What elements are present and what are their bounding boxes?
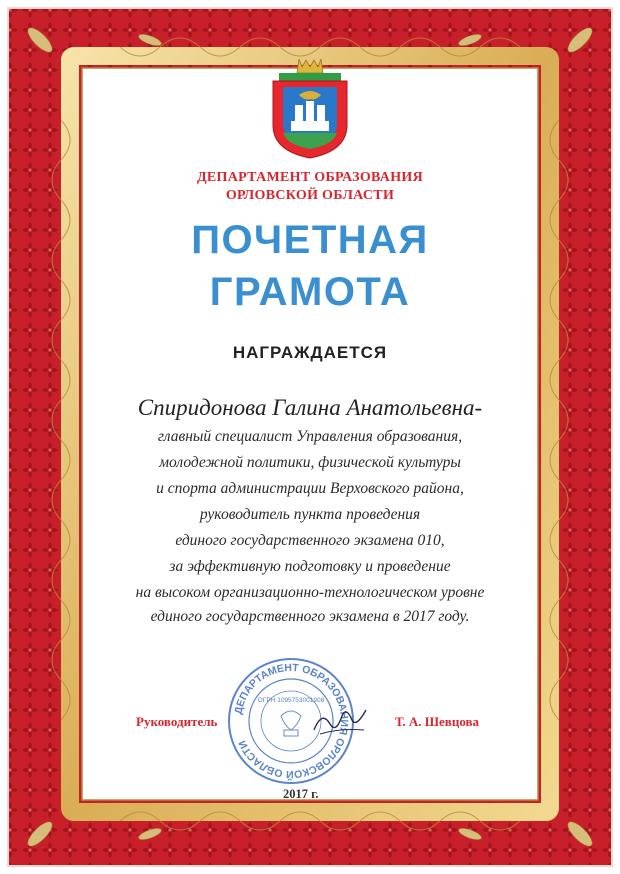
department-line-1: ДЕПАРТАМЕНТ ОБРАЗОВАНИЯ xyxy=(196,170,424,185)
body-line: на высоком организационно-технологическом уровне xyxy=(135,584,485,601)
recipient-name: Спиридонова Галина Анатольевна- xyxy=(137,395,483,420)
title-line-2: ГРАМОТА xyxy=(209,270,411,314)
body-line: и спорта администрации Верховского района, xyxy=(156,480,464,497)
stamp-ogrn: ОГРН 1095753001908 xyxy=(257,697,325,704)
body-line: молодежной политики, физической культуры xyxy=(159,454,461,471)
coat-of-arms-icon xyxy=(269,55,351,160)
body-line: руководитель пункта проведения xyxy=(199,506,421,523)
signatory-name: Т. А. Шевцова xyxy=(395,714,480,729)
awarded-heading: НАГРАЖДАЕТСЯ xyxy=(232,343,388,362)
body-line: главный специалист Управления образования, xyxy=(157,428,463,445)
signatory-role: Руководитель xyxy=(136,714,218,729)
title-line-1: ПОЧЕТНАЯ xyxy=(191,218,429,262)
signature-mark-icon xyxy=(310,700,370,740)
body-line: единого государственного экзамена 010, xyxy=(175,532,445,549)
body-line: за эффективную подготовку и проведение xyxy=(169,558,451,575)
issue-year: 2017 г. xyxy=(283,787,319,801)
stamp-ring-text: ДЕПАРТАМЕНТ ОБРАЗОВАНИЯ ОРЛОВСКОЙ ОБЛАСТИ xyxy=(232,661,351,781)
body-line: единого государственного экзамена в 2017 году. xyxy=(150,608,470,625)
department-line-2: ОРЛОВСКОЙ ОБЛАСТИ xyxy=(225,188,395,203)
